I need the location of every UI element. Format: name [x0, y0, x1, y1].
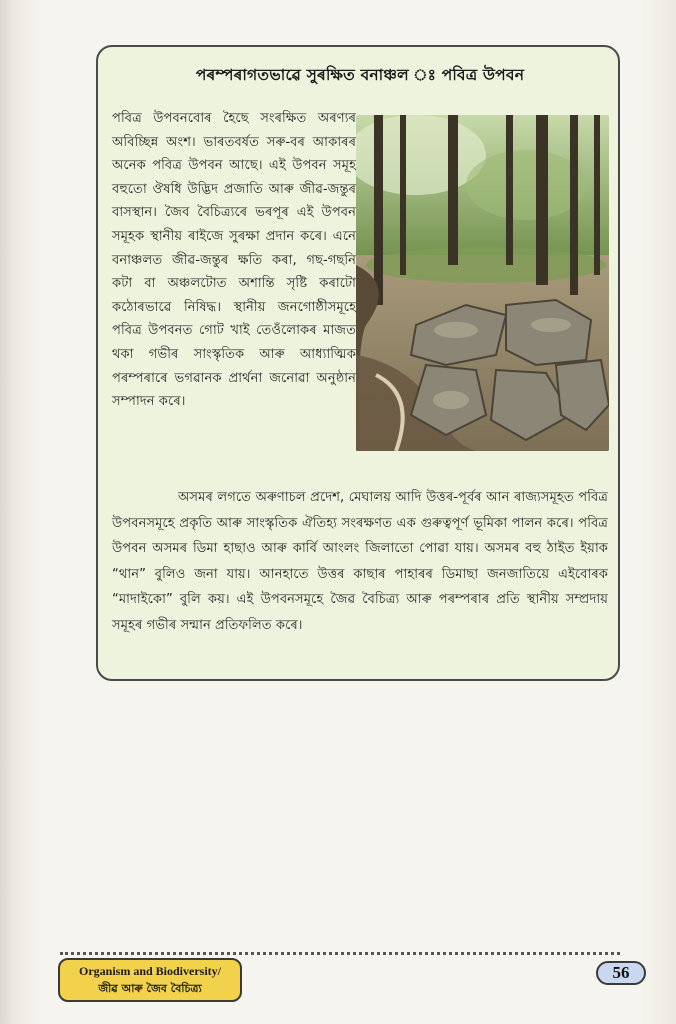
sacred-grove-photo	[356, 115, 609, 451]
page-number: 56	[596, 961, 646, 985]
chapter-tag	[58, 958, 242, 1002]
chapter-title-english: Organism and Biodiversity/	[78, 964, 221, 978]
chapter-title-assamese: জীৱ আৰু জৈব বৈচিত্ৰ্য	[98, 982, 202, 995]
footer-dotted-line	[60, 952, 620, 955]
box-title: পৰম্পৰাগতভাৱে সুৰক্ষিত বনাঞ্চল ঃ পবিত্ৰ উপবন	[195, 66, 525, 84]
sacred-grove-info-box	[96, 45, 620, 681]
paragraph-2: অসমৰ লগতে অৰুণাচল প্ৰদেশ, মেঘালয় আদি উত্তৰ-পূৰ্বৰ আন ৰাজ্যসমূহত পবিত্ৰ উপবনসমূহে প্ৰকৃতি আৰু সাংস্কৃতিক ঐতিহ্য সংৰক্ষণত এক গুৰুত্বপূৰ্ণ ভূমিকা পালন কৰে। পবিত্ৰ উপবন অসমৰ ডিমা হাছাও আৰু কাৰ্বি আংলং জিলাতো পোৱা যায়। অসমৰ বহু ঠাইত ইয়াক “থান” বুলিও জনা যায়। আনহাতে উত্তৰ কাছাৰ পাহাৰৰ ডিমাছা জনজাতিয়ে এইবোৰক “মাদাইকো” বুলি কয়। এই উপবনসমূহে জৈৱ বৈচিত্ৰ্য আৰু পৰম্পৰাৰ প্ৰতি স্থানীয় সম্প্ৰদায় সমূহৰ গভীৰ সন্মান প্ৰতিফলিত কৰে।	[112, 490, 608, 633]
paragraph-1: পবিত্ৰ উপবনবোৰ হৈছে সংৰক্ষিত অৰণ্যৰ অবিচ্ছিন্ন অংশ। ভাৰতবৰ্ষত সৰু-বৰ আকাৰৰ অনেক পবিত্ৰ উপবন আছে। এই উপবন সমূহ বহুতো ঔষধি উদ্ভিদ প্ৰজাতি আৰু জীৱ-জন্তুৰ বাসস্থান। জৈব বৈচিত্ৰ্যৰে ভৰপূৰ এই উপবন সমূহক স্থানীয় ৰাইজে সুৰক্ষা প্ৰদান কৰে। এনে বনাঞ্চলত জীৱ-জন্তুৰ ক্ষতি কৰা, গছ-গছনি কটা বা অঞ্চলটোত অশান্তি সৃষ্টি কৰাটো কঠোৰভাৱে নিষিদ্ধ। স্থানীয় জনগোষ্ঠীসমূহে পবিত্ৰ উপবনত গোট খাই তেওঁলোকৰ মাজত থকা গভীৰ সাংস্কৃতিক আৰু আধ্যাত্মিক পৰম্পৰাৰে ভগৱানক প্ৰাৰ্থনা জনোৱা অনুষ্ঠান সম্পাদন কৰে।	[112, 111, 356, 410]
